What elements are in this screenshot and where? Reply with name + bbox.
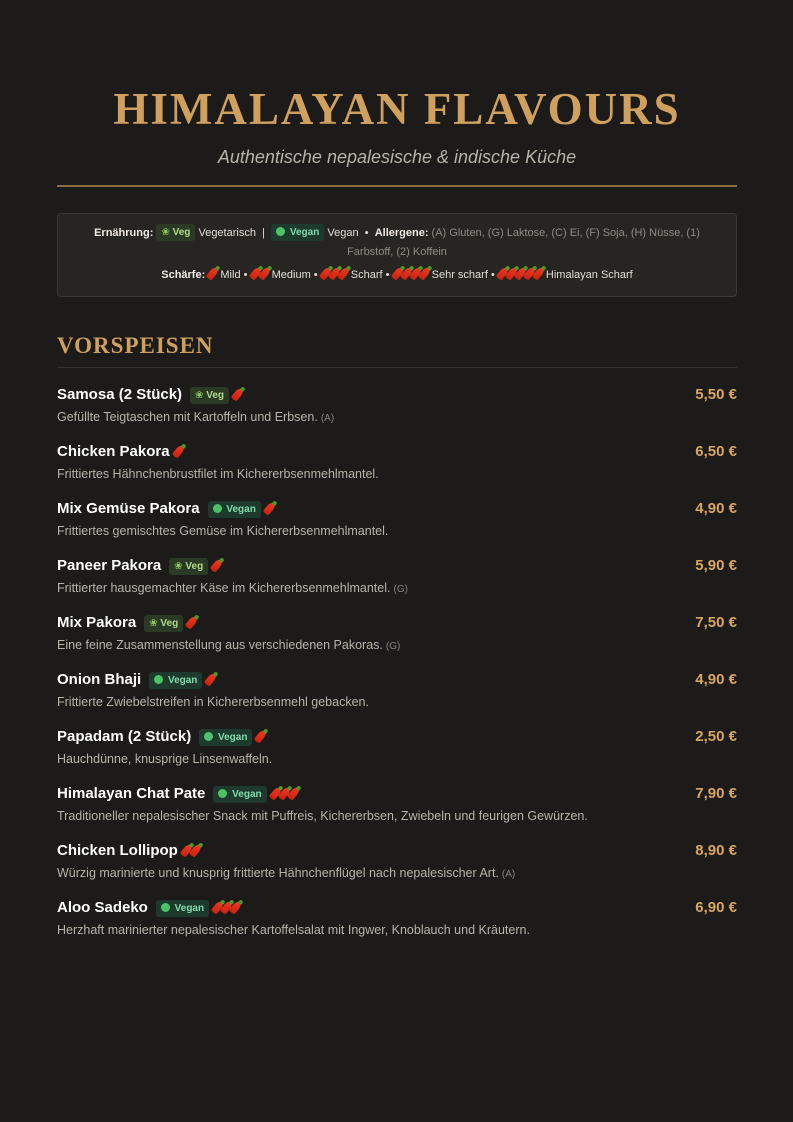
spice-indicator [187,614,196,631]
legend-veg-text: Vegetarisch [198,227,256,239]
menu-item-price: 4,90 € [695,671,737,688]
menu-item-description [57,749,737,769]
menu-item-name: Himalayan Chat Pate [57,785,206,802]
chili-pepper-icon [171,444,185,458]
spice-indicator [182,842,200,859]
menu-item-price: 7,50 € [695,614,737,631]
menu-item [57,441,737,498]
description-text: Hauchdünne, knusprige Linsenwaffeln. [57,752,273,766]
spice-bullet: • [313,269,318,281]
description-text: Frittiertes Hähnchenbrustfilet im Kichererbsenmehlmantel. [57,467,379,481]
menu-item-description [57,521,737,541]
spice-level-label: Medium [271,269,311,281]
diet-badge-label: Veg [206,390,225,401]
vegan-badge [199,729,252,746]
menu-item-price: 5,50 € [695,386,737,403]
diet-badge-label: Vegan [218,732,248,743]
vegan-badge [149,672,202,689]
spice-indicator [498,269,543,281]
description-text: Würzig marinierte und knusprig frittierte Hähnchenflügel nach nepalesischer Art. [57,866,499,880]
spice-indicator [212,557,221,574]
vegan-badge-label: Vegan [289,227,320,238]
seedling-icon: ❀ [195,390,204,401]
diet-badge-label: Vegan [174,903,205,914]
chili-pepper-icon [204,672,218,686]
legend-box [57,213,737,297]
legend-bullet: • [364,227,369,239]
description-text: Gefüllte Teigtaschen mit Kartoffeln und Erbsen. [57,410,318,424]
allergen-codes: (G) [393,584,408,595]
vegan-badge [213,786,266,803]
chili-pepper-icon [254,729,268,743]
allergen-codes: (A) [320,413,335,424]
legend-diet-label: Ernährung: [94,227,154,239]
menu-item [57,498,737,555]
green-circle-icon [276,227,285,236]
menu-page [57,0,737,954]
spice-indicator [208,269,217,281]
green-circle-icon [213,504,222,513]
spice-level-label: Scharf [350,269,383,281]
spice-indicator [271,785,298,802]
menu-item-description [57,692,737,712]
vegan-badge [156,900,209,917]
spice-bullet: • [490,269,495,281]
spice-indicator [174,443,183,460]
description-text: Herzhaft marinierter nepalesischer Kartoffelsalat mit Ingwer, Knoblauch und Kräutern. [57,923,530,937]
menu-item-name: Chicken Pakora [57,443,170,460]
chili-pepper-icon [206,266,220,280]
menu-item-price: 2,50 € [695,728,737,745]
spice-indicator [265,500,274,517]
menu-item-header [57,612,737,634]
spice-level-label: Sehr scharf [431,269,488,281]
menu-item [57,612,737,669]
spice-indicator [206,671,215,688]
chili-pepper-icon [262,501,276,515]
spice-bullet: • [385,269,390,281]
diet-badge-label: Vegan [226,504,256,515]
seedling-icon: ❀ [174,561,183,572]
veg-badge [144,615,183,632]
seedling-icon: ❀ [161,227,170,238]
spice-level-label: Himalayan Scharf [545,269,633,281]
menu-item-header [57,384,737,406]
menu-item-description [57,407,737,429]
diet-badge-label: Veg [160,618,179,629]
green-circle-icon [204,732,213,741]
legend-allergens-label: Allergene: [374,227,429,239]
spice-indicator [393,269,429,281]
menu-item [57,669,737,726]
menu-item-header [57,555,737,577]
spice-level-label: Mild [220,269,241,281]
menu-item-description [57,578,737,600]
menu-item-price: 8,90 € [695,842,737,859]
legend-diet-row [70,224,724,262]
description-text: Eine feine Zusammenstellung aus verschiedenen Pakoras. [57,638,383,652]
restaurant-subtitle: Authentische nepalesische & indische Küche [217,147,577,167]
menu-item-name: Onion Bhaji [57,671,142,688]
veg-badge [156,224,195,241]
vegan-badge [271,224,324,241]
diet-badge-label: Vegan [167,675,198,686]
menu-item [57,555,737,612]
menu-item-header [57,897,737,919]
menu-item-header [57,669,737,691]
menu-item-name: Paneer Pakora [57,557,162,574]
menu-item-price: 6,90 € [695,899,737,916]
legend-spice-row [70,266,724,285]
section-title-vorspeisen: VORSPEISEN [57,331,737,368]
veg-badge-label: Veg [172,227,191,238]
legend-vegan-text: Vegan [327,227,359,239]
spice-indicator [321,269,348,281]
spice-indicator [251,269,269,281]
allergen-codes: (G) [385,641,401,652]
diet-badge-label: Veg [185,561,204,572]
menu-item-list [57,384,737,954]
legend-spice-label: Schärfe: [161,269,206,281]
menu-item-name: Mix Pakora [57,614,137,631]
spice-indicator [233,386,242,403]
menu-item-description [57,806,737,826]
menu-item-description [57,464,737,484]
menu-item-header [57,498,737,520]
menu-item-price: 5,90 € [695,557,737,574]
description-text: Frittiertes gemischtes Gemüse im Kichererbsenmehlmantel. [57,524,389,538]
diet-badge-label: Vegan [232,789,262,800]
green-circle-icon [154,675,163,684]
spice-bullet: • [243,269,248,281]
menu-item-price: 6,50 € [695,443,737,460]
menu-item-price: 4,90 € [695,500,737,517]
veg-badge [190,387,229,404]
menu-item-name: Aloo Sadeko [57,899,148,916]
description-text: Frittierte Zwiebelstreifen in Kichererbsenmehl gebacken. [57,695,369,709]
veg-badge [169,558,208,575]
allergen-codes: (A) [501,869,516,880]
spice-indicator [256,728,265,745]
chili-pepper-icon [185,615,199,629]
menu-item-description [57,920,737,940]
menu-item-description [57,863,737,885]
vegan-badge [208,501,261,518]
menu-item-header [57,783,737,805]
menu-item-header [57,840,737,862]
menu-item-name: Samosa (2 Stück) [57,386,183,403]
restaurant-title: HIMALAYAN FLAVOURS [113,84,681,134]
seedling-icon: ❀ [149,618,158,629]
green-circle-icon [161,903,170,912]
menu-item-price: 7,90 € [695,785,737,802]
menu-item-name: Mix Gemüse Pakora [57,500,200,517]
menu-item [57,783,737,840]
menu-item-header [57,726,737,748]
menu-item [57,726,737,783]
legend-allergens-text: (A) Gluten, (G) Laktose, (C) Ei, (F) Soja, (H) Nüsse, (1) Farbstoff, (2) Koffein [347,227,700,258]
description-text: Frittierter hausgemachter Käse im Kichererbsenmehlmantel. [57,581,391,595]
menu-item [57,897,737,954]
chili-pepper-icon [210,558,224,572]
menu-item [57,840,737,897]
description-text: Traditioneller nepalesischer Snack mit Puffreis, Kichererbsen, Zwiebeln und feurigen Gewürzen. [57,809,588,823]
header-divider [57,185,737,187]
menu-item [57,384,737,441]
green-circle-icon [218,789,227,798]
spice-indicator [213,899,240,916]
menu-item-name: Chicken Lollipop [57,842,178,859]
legend-separator: | [262,227,265,239]
menu-item-description [57,635,737,657]
menu-item-header [57,441,737,463]
chili-pepper-icon [231,387,245,401]
menu-item-name: Papadam (2 Stück) [57,728,192,745]
